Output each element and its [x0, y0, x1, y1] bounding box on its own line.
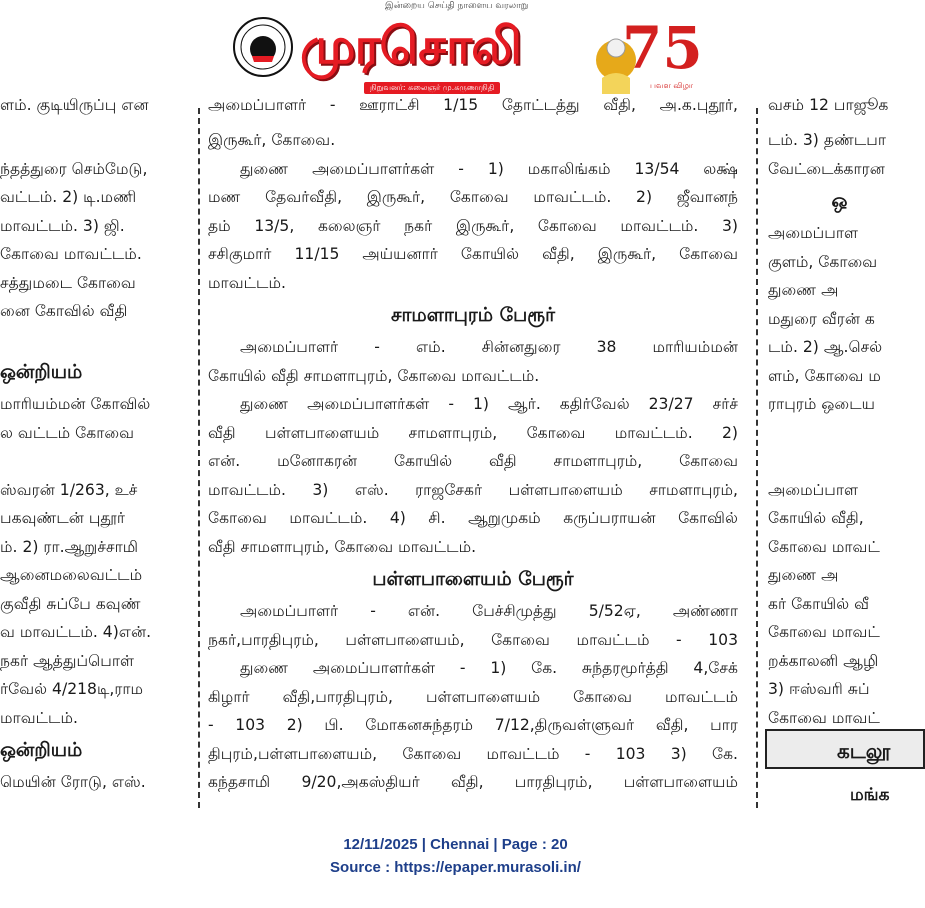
- text-line: அமைப்பாளர் - எம். சின்னதுரை 38 மாரியம்மன்: [240, 338, 738, 356]
- text-line: அமைப்பாளர் - என். பேச்சிமுத்து 5/52ஏ, அண்ணா: [240, 602, 738, 620]
- right-column: [768, 96, 911, 808]
- text-line: னை கோவில் வீதி: [0, 302, 128, 320]
- text-line: [0, 447, 190, 476]
- footer-source-line: Source : https://epaper.murasoli.in/: [330, 859, 581, 876]
- text-line: கோவை மாவட்டம். 4) சி. ஆறுமுகம் கருப்பராயன் கோவில்: [208, 509, 738, 527]
- footer-date-line: 12/11/2025 | Chennai | Page : 20: [343, 836, 568, 853]
- text-line: [768, 447, 911, 476]
- section-heading: பள்ளபாளையம் பேரூர்: [372, 568, 574, 590]
- text-line: மண தேவர்வீதி, இருகூர், கோவை மாவட்டம். 2) ஜீவானந்: [208, 188, 738, 206]
- text-line: கோவை மாவட்டம்.: [0, 245, 142, 263]
- left-column: [0, 96, 190, 808]
- text-line: அமைப்பாள: [768, 480, 859, 499]
- text-line: குவீதி சுப்பே கவுண்: [0, 594, 141, 613]
- text-line: கோவை மாவட்: [768, 708, 880, 727]
- text-line: டம். 2) ஆ.செல்: [768, 338, 883, 356]
- anniversary-number: 75: [622, 14, 703, 82]
- text-line: ஆனைமலைவட்டம்: [0, 566, 143, 584]
- text-line: கர் கோயில் வீ: [768, 594, 870, 613]
- party-emblem-icon: [232, 16, 294, 78]
- text-line: ஸ்வரன் 1/263, உச்: [0, 480, 138, 499]
- text-line: ல வட்டம் கோவை: [0, 423, 135, 442]
- text-line: மாவட்டம்.: [208, 273, 286, 292]
- masthead-tagline: இன்றைய செய்தி நாளைய வரலாறு: [385, 1, 529, 11]
- text-line: கிழார் வீதி,பாரதிபுரம், பள்ளபாளையம் கோவை மாவட்டம்: [208, 687, 738, 706]
- text-line: டம். 3) தண்டபா: [768, 131, 886, 149]
- text-line: மெயின் ரோடு, எஸ்.: [0, 773, 146, 791]
- text-line: [0, 96, 190, 126]
- text-line-cut: அமைப்பாளர் - ஊராட்சி 1/15 தோட்டத்து வீதி, அ.க.புதூர்,: [208, 96, 738, 114]
- logo-founder-text: நிறுவனர்: கலைஞர் மு.கருணாநிதி: [364, 82, 500, 94]
- text-line: மாவட்டம். 3) ஜி.: [0, 216, 125, 235]
- text-line: 3) ஈஸ்வரி சுப்: [768, 680, 870, 698]
- text-line: சசிகுமார் 11/15 அய்யனார் கோயில் வீதி, இருகூர், கோவை: [208, 245, 738, 263]
- masthead: [0, 0, 911, 108]
- text-line: கோவை மாவட்: [768, 537, 880, 556]
- text-line: துணை அ: [768, 566, 839, 584]
- text-line: கோயில் வீதி சாமளாபுரம், கோவை மாவட்டம்.: [208, 366, 540, 385]
- text-line: மதுரை வீரன் க: [768, 309, 875, 328]
- text-line: மாவட்டம். 3) எஸ். ராஜசேகர் பள்ளபாளையம் சாமளாபுரம்,: [208, 480, 738, 499]
- section-heading: ஒன்றியம்: [0, 361, 83, 383]
- text-line: துணை அமைப்பாளர்கள் - 1) ஆர். கதிர்வேல் 23/27 சர்ச்: [240, 395, 738, 413]
- section-heading: சாமளாபுரம் பேரூர்: [390, 304, 556, 326]
- text-line: [768, 419, 911, 448]
- text-line: கோவை மாவட்: [768, 623, 880, 641]
- text-line: அமைப்பாள: [768, 224, 859, 242]
- text-line: மாரியம்மன் கோவில்: [0, 395, 151, 413]
- text-line: நகர் ஆத்துப்பொள்: [0, 651, 135, 670]
- text-line: துணை அமைப்பாளர்கள் - 1) கே. சுந்தரமூர்த்தி 4,சேக்: [240, 659, 738, 677]
- text-line: - 103 2) பி. மோகனசுந்தரம் 7/12,திருவள்ளுவர் வீதி, பார: [208, 716, 738, 734]
- anniversary-label: பவள விழா: [650, 81, 694, 90]
- text-line: துணை அமைப்பாளர்கள் - 1) மகாலிங்கம் 13/54 லக்ஷ்: [240, 159, 738, 178]
- text-line: சத்துமடை கோவை: [0, 273, 136, 292]
- text-line: [0, 326, 190, 355]
- text-line: வீதி பள்ளபாளையம் சாமளாபுரம், கோவை மாவட்டம். 2): [208, 423, 738, 442]
- anniversary-75-icon: [592, 8, 703, 98]
- text-line: இருகூர், கோவை.: [208, 131, 336, 149]
- text-line: பகவுண்டன் புதூர்: [0, 509, 126, 527]
- text-line-cut: வசம் 12 பாஜூக: [768, 96, 889, 114]
- text-line: என். மனோகரன் கோயில் வீதி சாமளாபுரம், கோவை: [208, 452, 738, 470]
- text-line: வேட்டைக்காரன: [768, 159, 885, 178]
- text-line: [208, 96, 738, 126]
- text-line-cut: ளம். குடியிருப்பு என: [0, 96, 149, 114]
- text-line: ளம், கோவை ம: [768, 366, 881, 385]
- text-line: ர்வேல் 4/218டி,ராம: [0, 680, 144, 698]
- section-heading-box: [765, 729, 925, 769]
- text-line: வீதி சாமளாபுரம், கோவை மாவட்டம்.: [208, 537, 477, 556]
- text-line: றக்காலனி ஆழி: [768, 651, 879, 670]
- text-line: வ மாவட்டம். 4)என்.: [0, 623, 152, 641]
- text-line: திபுரம்,பள்ளபாளையம், கோவை மாவட்டம் - 103 3) கே.: [208, 744, 738, 763]
- section-heading-text: கடலூ: [837, 739, 891, 763]
- text-line: ம். 2) ரா.ஆறுச்சாமி: [0, 537, 139, 556]
- section-heading: ஒன்றியம்: [0, 739, 83, 761]
- text-line: துணை அ: [768, 281, 839, 299]
- text-line: நகர்,பாரதிபுரம், பள்ளபாளையம், கோவை மாவட்டம் - 103: [208, 630, 738, 649]
- text-line: குளம், கோவை: [768, 252, 878, 271]
- text-line: மாவட்டம்.: [0, 708, 78, 727]
- text-line: கந்தசாமி 9/20,அகஸ்தியர் வீதி, பாரதிபுரம், பள்ளபாளையம்: [208, 773, 738, 791]
- column-divider: [198, 108, 200, 808]
- center-column: [208, 96, 738, 808]
- logo-text: முரசொலி: [300, 17, 521, 75]
- text-line: [768, 96, 911, 126]
- section-subheading: மங்க: [850, 785, 890, 805]
- text-line: கோயில் வீதி,: [768, 509, 864, 527]
- section-heading: ஒ: [831, 190, 848, 212]
- text-line: ராபுரம் ஒடைய: [768, 395, 875, 413]
- text-line: [0, 126, 190, 155]
- text-line: தம் 13/5, கலைஞர் நகர் இருகூர், கோவை மாவட்டம். 3): [208, 216, 738, 235]
- text-line: ந்தத்துரை செம்மேடு,: [0, 159, 148, 178]
- text-line: வட்டம். 2) டி.மணி: [0, 188, 137, 206]
- column-divider: [756, 108, 758, 808]
- newspaper-logo: [300, 14, 590, 78]
